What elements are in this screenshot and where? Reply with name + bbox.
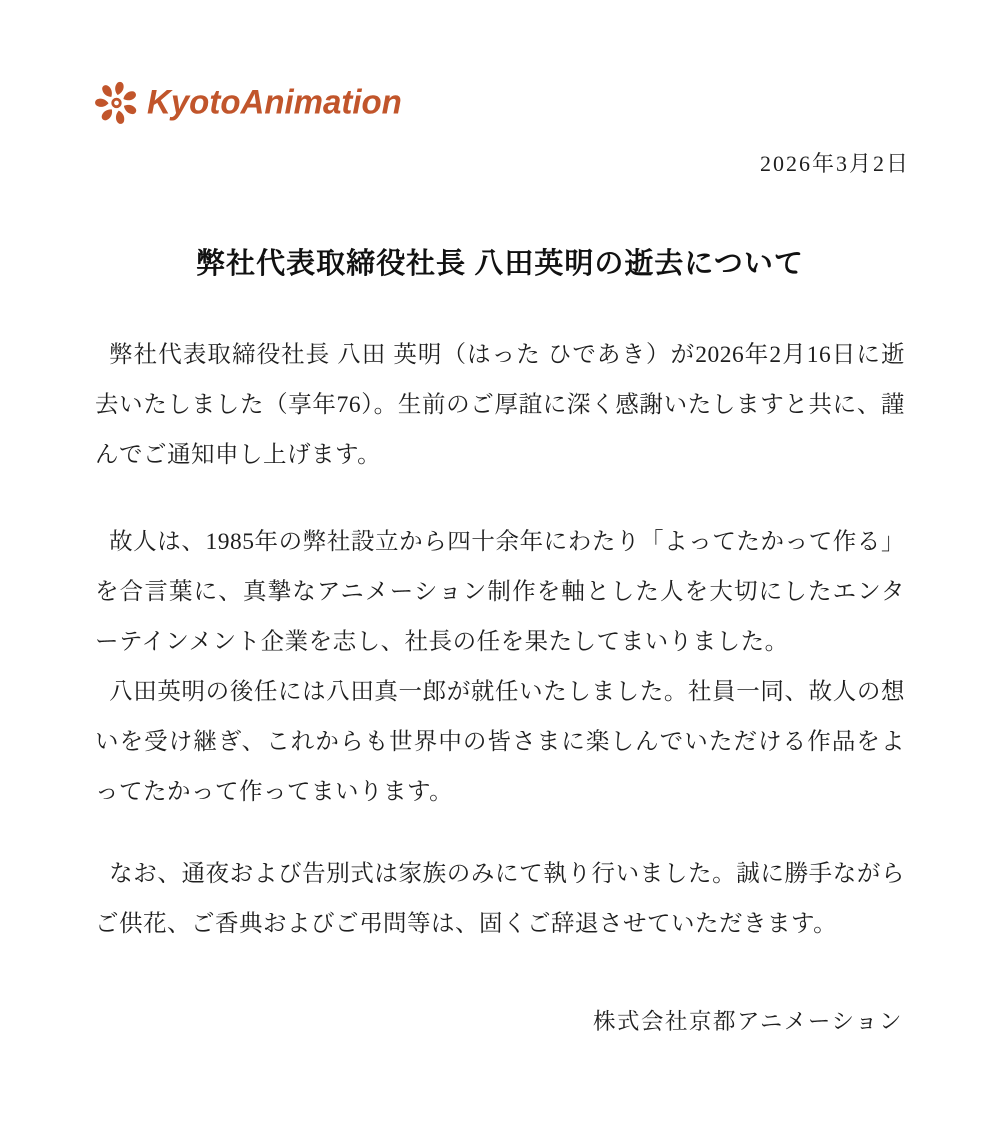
paragraph-funeral: なお、通夜および告別式は家族のみにて執り行いました。誠に勝手ながらご供花、ご香典およびご弔問等は、固くご辞退させていただきます。 — [95, 861, 905, 937]
company-signature: 株式会社京都アニメーション — [593, 1009, 903, 1034]
paragraph-successor: 八田英明の後任には八田真一郎が就任いたしました。社員一同、故人の想いを受け継ぎ、これからも世界中の皆さまに楽しんでいただける作品をよってたかって作ってまいります。 — [95, 679, 905, 805]
paragraph-legacy: 故人は、1985年の弊社設立から四十余年にわたり「よってたかって作る」を合言葉に、真摯なアニメーション制作を軸とした人を大切にしたエンターテインメント企業を志し、社長の任を果たしてまいりました。 — [95, 529, 905, 655]
flower-icon — [93, 78, 140, 126]
brand-wordmark: KyotoAnimation — [147, 82, 402, 121]
document-title: 弊社代表取締役社長 八田英明の逝去について — [196, 248, 804, 280]
paragraph-notification: 弊社代表取締役社長 八田 英明（はった ひであき）が2026年2月16日に逝去いたしました（享年76）。生前のご厚誼に深く感謝いたしますと共に、謹んでご通知申し上げます。 — [95, 342, 905, 468]
brand-logo — [93, 78, 1000, 126]
document-date: 2026年3月2日 — [759, 151, 910, 176]
